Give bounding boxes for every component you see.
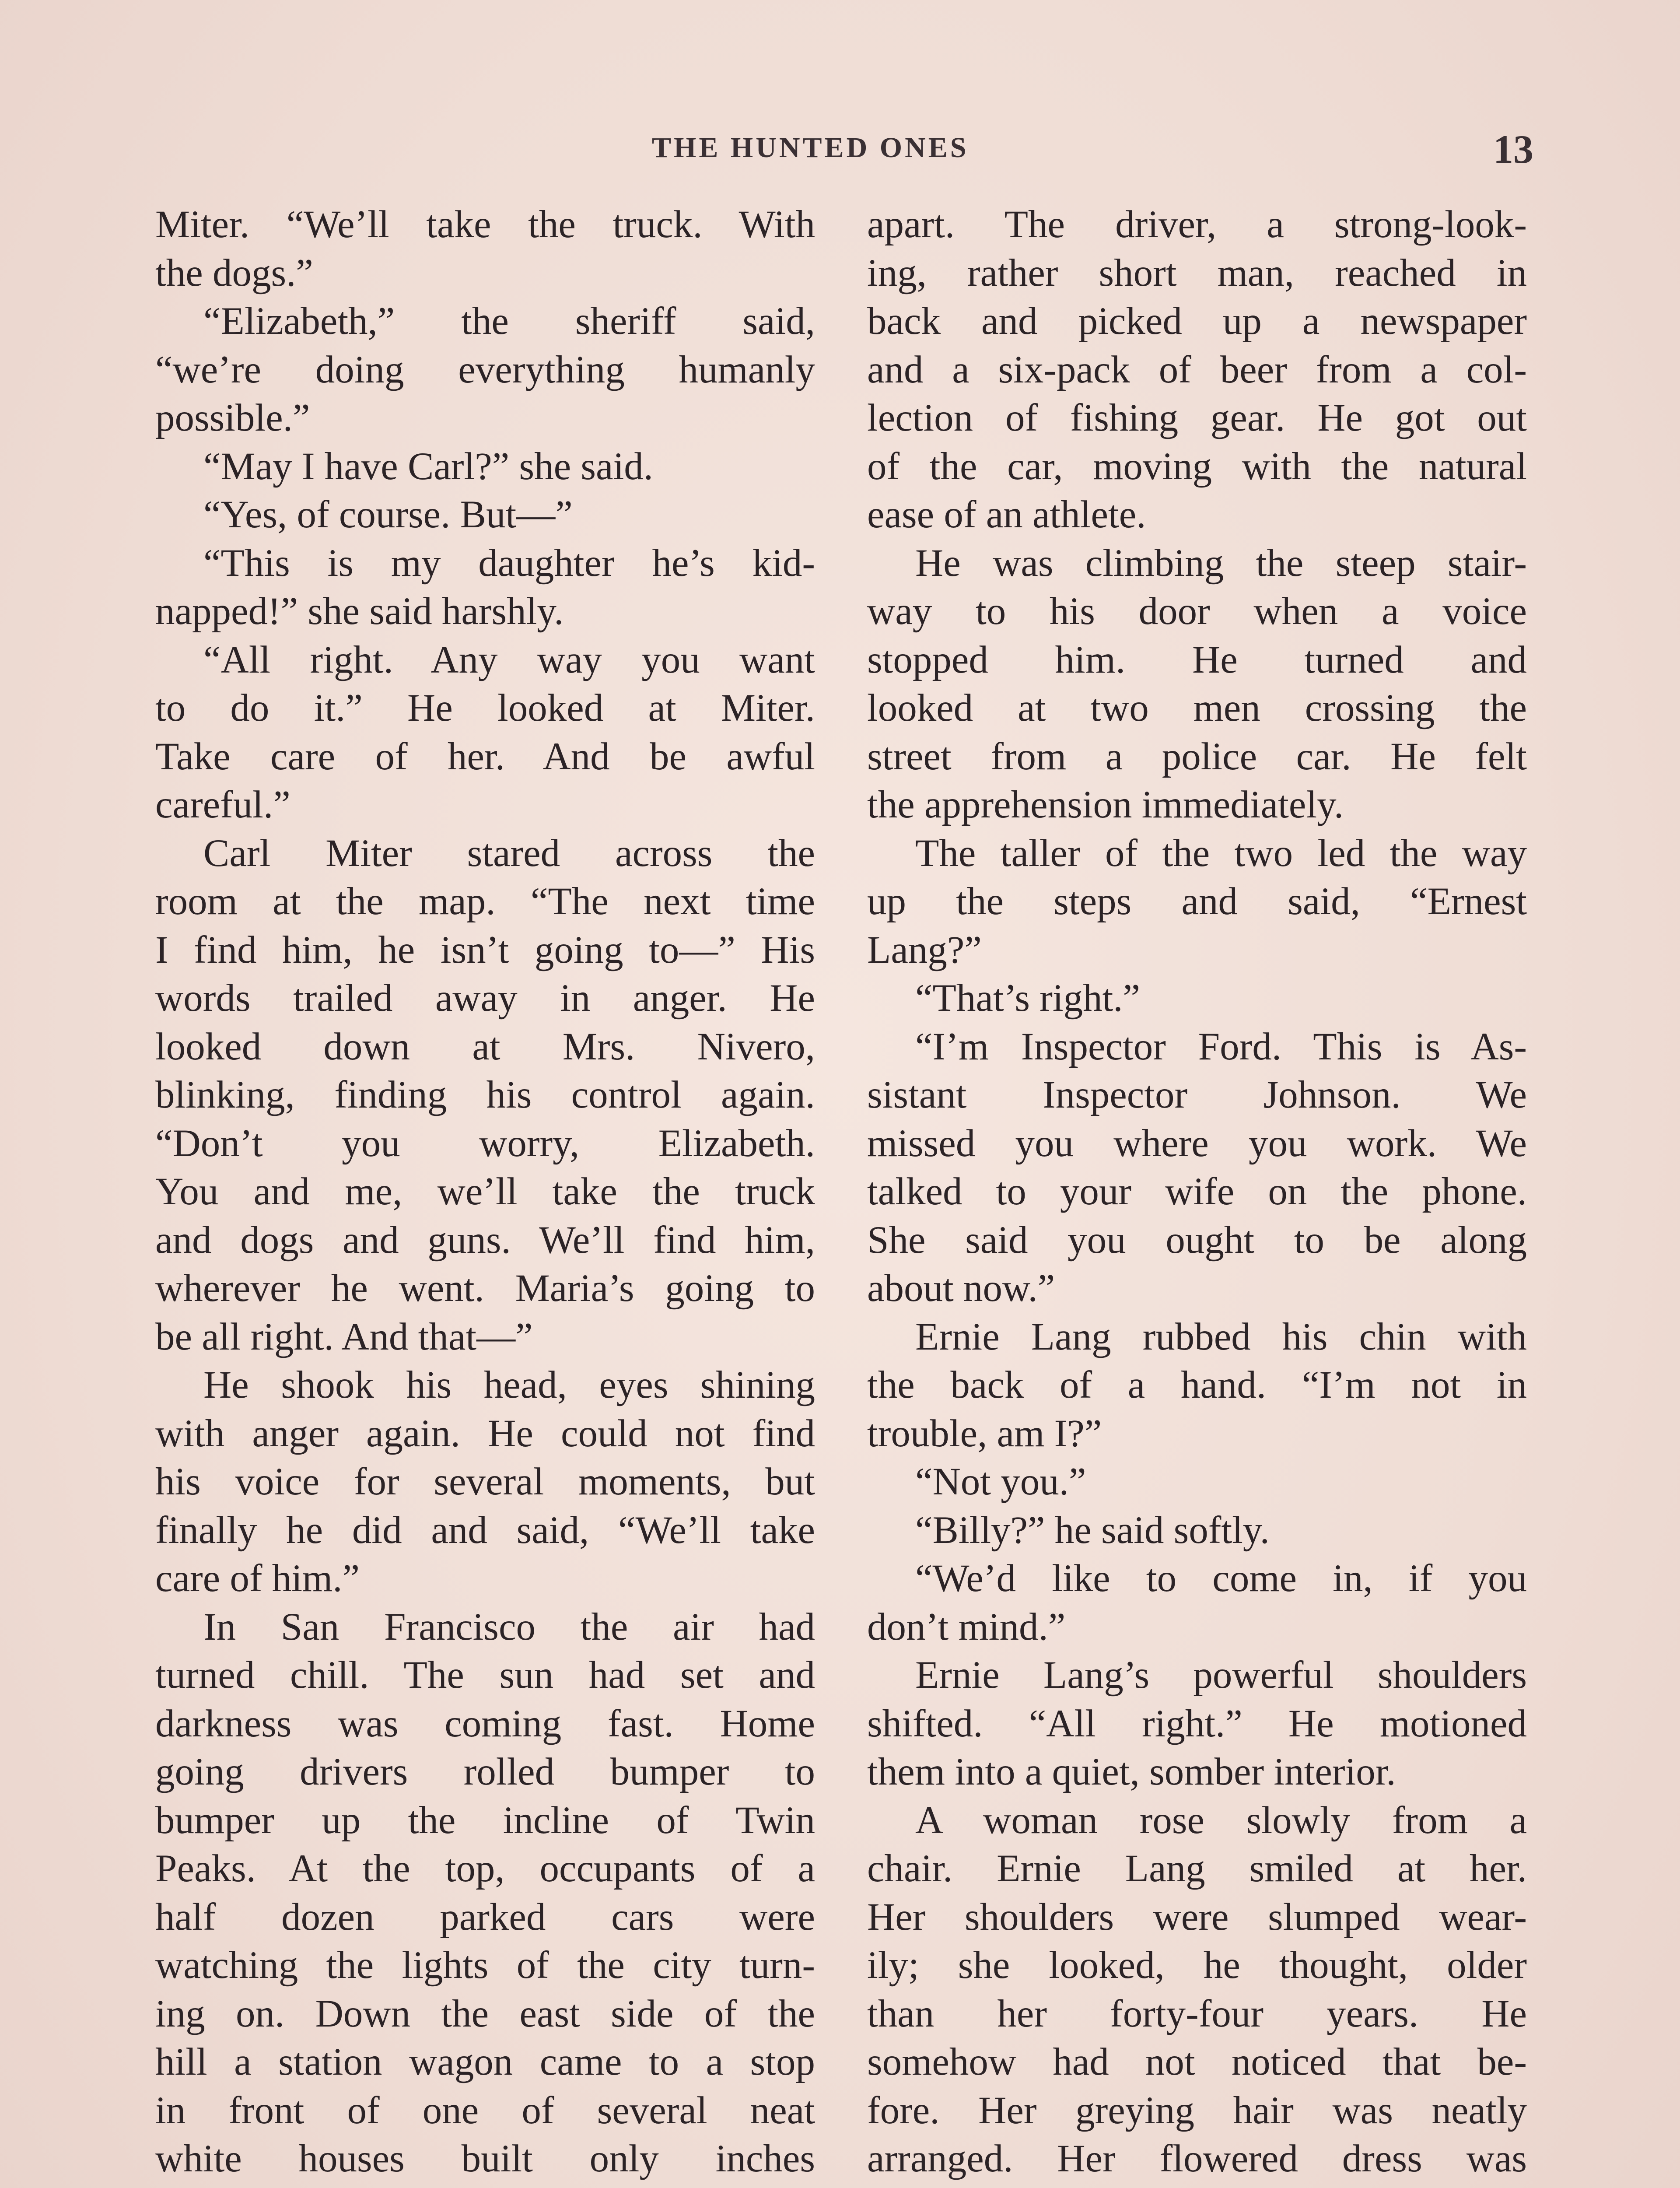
text-line: trouble, am I?” xyxy=(867,1412,1102,1455)
text-line: You and me, we’ll take the truck xyxy=(155,1170,815,1213)
text-line: ily; she looked, he thought, older xyxy=(867,1944,1527,1987)
text-line: She said you ought to be along xyxy=(867,1218,1527,1262)
text-line: words trailed away in anger. He xyxy=(155,977,815,1020)
text-line: talked to your wife on the phone. xyxy=(867,1170,1527,1213)
text-line: turned chill. The sun had set and xyxy=(155,1654,815,1697)
text-line: hill a station wagon came to a stop xyxy=(155,2041,815,2083)
text-line: half dozen parked cars were xyxy=(155,1895,815,1939)
text-column-left xyxy=(155,200,815,2183)
text-line: Lang?” xyxy=(867,928,982,971)
text-line: about now.” xyxy=(867,1267,1055,1310)
text-line: the apprehension immediately. xyxy=(867,783,1344,826)
text-line: arranged. Her flowered dress was xyxy=(867,2137,1527,2180)
text-line: “I’m Inspector Ford. This is As- xyxy=(915,1025,1527,1068)
text-line: Ernie Lang rubbed his chin with xyxy=(915,1315,1527,1358)
text-line: going drivers rolled bumper to xyxy=(155,1750,815,1793)
text-line: finally he did and said, “We’ll take xyxy=(155,1508,815,1552)
text-line: The taller of the two led the way xyxy=(915,831,1527,875)
text-line: his voice for several moments, but xyxy=(155,1460,815,1503)
text-line: “We’d like to come in, if you xyxy=(915,1557,1527,1600)
text-line: In San Francisco the air had xyxy=(203,1605,815,1648)
text-column-right xyxy=(867,200,1527,2183)
text-line: blinking, finding his control again. xyxy=(155,1073,815,1116)
text-line: back and picked up a newspaper xyxy=(867,300,1527,343)
text-line: careful.” xyxy=(155,783,290,826)
text-line: the dogs.” xyxy=(155,251,313,295)
text-line: the back of a hand. “I’m not in xyxy=(867,1364,1527,1406)
text-line: up the steps and said, “Ernest xyxy=(867,880,1527,923)
text-line: than her forty-four years. He xyxy=(867,1992,1527,2035)
text-line: Miter. “We’ll take the truck. With xyxy=(155,203,815,246)
text-line: stopped him. He turned and xyxy=(867,638,1527,681)
text-line: in front of one of several neat xyxy=(155,2089,815,2132)
text-line: and a six-pack of beer from a col- xyxy=(867,348,1527,391)
text-line: “Not you.” xyxy=(915,1460,1086,1503)
text-line: them into a quiet, somber interior. xyxy=(867,1750,1396,1793)
text-line: I find him, he isn’t going to—” His xyxy=(155,928,815,971)
text-line: Take care of her. And be awful xyxy=(155,735,815,778)
text-line: He was climbing the steep stair- xyxy=(915,541,1527,585)
text-line: “Billy?” he said softly. xyxy=(915,1508,1270,1552)
page-number: 13 xyxy=(1493,127,1533,172)
text-line: way to his door when a voice xyxy=(867,590,1527,633)
text-line: chair. Ernie Lang smiled at her. xyxy=(867,1847,1527,1890)
text-line: room at the map. “The next time xyxy=(155,880,815,923)
text-line: “Yes, of course. But—” xyxy=(203,493,573,536)
text-line: Ernie Lang’s powerful shoulders xyxy=(915,1654,1527,1697)
text-line: watching the lights of the city turn- xyxy=(155,1944,815,1987)
text-line: looked down at Mrs. Nivero, xyxy=(155,1025,815,1068)
text-line: ing, rather short man, reached in xyxy=(867,251,1527,295)
text-line: white houses built only inches xyxy=(155,2137,815,2180)
text-line: “Elizabeth,” the sheriff said, xyxy=(203,300,815,343)
text-line: fore. Her greying hair was neatly xyxy=(867,2089,1527,2132)
text-line: “That’s right.” xyxy=(915,977,1141,1020)
text-line: Peaks. At the top, occupants of a xyxy=(155,1847,815,1890)
text-line: lection of fishing gear. He got out xyxy=(867,396,1527,439)
text-line: be all right. And that—” xyxy=(155,1315,533,1358)
text-line: ease of an athlete. xyxy=(867,493,1146,536)
text-line: missed you where you work. We xyxy=(867,1122,1527,1165)
text-line: “This is my daughter he’s kid- xyxy=(203,541,815,585)
text-line: A woman rose slowly from a xyxy=(915,1799,1527,1842)
text-line: napped!” she said harshly. xyxy=(155,590,564,633)
text-line: ing on. Down the east side of the xyxy=(155,1992,815,2035)
text-line: don’t mind.” xyxy=(867,1605,1066,1648)
text-line: street from a police car. He felt xyxy=(867,735,1527,778)
running-head: THE HUNTED ONES xyxy=(652,132,969,164)
text-line: bumper up the incline of Twin xyxy=(155,1799,815,1842)
text-line: “we’re doing everything humanly xyxy=(155,348,815,391)
text-line: darkness was coming fast. Home xyxy=(155,1702,815,1745)
text-line: Carl Miter stared across the xyxy=(203,831,815,875)
text-line: shifted. “All right.” He motioned xyxy=(867,1702,1527,1745)
text-line: to do it.” He looked at Miter. xyxy=(155,687,815,729)
text-line: He shook his head, eyes shining xyxy=(203,1364,815,1406)
text-line: looked at two men crossing the xyxy=(867,687,1527,729)
text-line: Her shoulders were slumped wear- xyxy=(867,1895,1527,1939)
text-line: care of him.” xyxy=(155,1557,360,1600)
text-line: sistant Inspector Johnson. We xyxy=(867,1073,1527,1116)
text-line: of the car, moving with the natural xyxy=(867,445,1527,488)
text-line: wherever he went. Maria’s going to xyxy=(155,1267,815,1310)
text-line: and dogs and guns. We’ll find him, xyxy=(155,1218,815,1262)
text-line: apart. The driver, a strong-look- xyxy=(867,203,1527,246)
text-line: somehow had not noticed that be- xyxy=(867,2041,1527,2083)
text-line: “May I have Carl?” she said. xyxy=(203,445,654,488)
text-line: “Don’t you worry, Elizabeth. xyxy=(155,1122,815,1165)
text-line: with anger again. He could not find xyxy=(155,1412,815,1455)
text-line: possible.” xyxy=(155,396,310,439)
text-line: “All right. Any way you want xyxy=(203,638,815,681)
